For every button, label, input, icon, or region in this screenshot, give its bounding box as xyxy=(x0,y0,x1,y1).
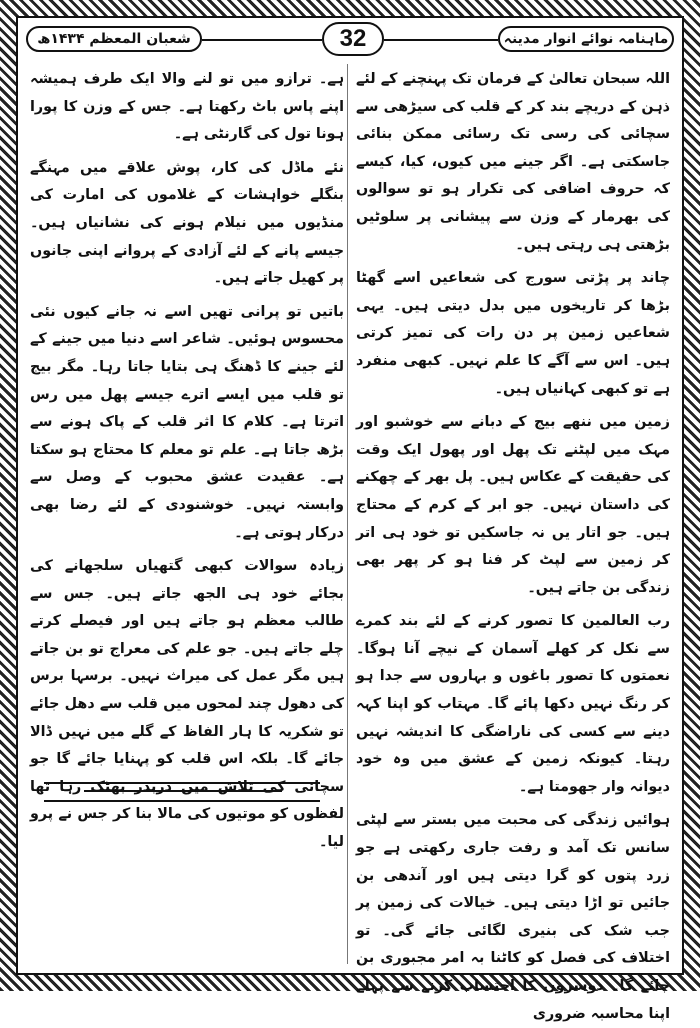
paragraph: ہے۔ ترازو میں تو لنے والا ایک طرف ہمیشہ اپنے پاس باٹ رکھتا ہے۔ جس کے وزن کا پورا ہونا تول کی گارنٹی ہے۔ xyxy=(30,71,344,143)
header-rule-left xyxy=(202,39,322,41)
paragraph: زمین میں ننھے بیج کے دبانے سے خوشبو اور مہک میں لپٹنے تک پھل اور پھول ایک وقت کی حقیقت کے عکاس ہیں۔ پل بھر کے چھکنے کی داستان نہیں۔ جو ابر کے کرم کے محتاج ہیں۔ جو اتار یں نہ جاسکیں تو خود ہی اتر کر زمین سے لپٹ کر فنا ہو کر پھر بھی زندگی بن جاتے ہیں۔ xyxy=(356,414,670,596)
paragraph: رب العالمین کا تصور کرنے کے لئے بند کمرے سے نکل کر کھلے آسمان کے نیچے آنا ہوگا۔ نعمتوں کا تصور باغوں و بہاروں سے جدا ہو کر رنگ نہیں دکھا پائے گا۔ مہتاب کو اپنا کہہ دینے سے کسی کی ناراضگی کا اندیشہ نہیں رہتا۔ کیونکہ زمین کے عشق میں وہ خود دیوانہ وار جھومتا ہے۔ xyxy=(356,613,670,795)
magazine-title: ماہنامہ نوائے انوار مدینہ xyxy=(498,26,674,52)
end-rule-3 xyxy=(44,800,320,802)
paragraph: زیادہ سوالات کبھی گتھیاں سلجھانے کی بجائے خود ہی الجھ جاتے ہیں۔ جس سے طالب معظم ہو جاتے ہیں اور فیصلے کرتے چلے جاتے ہیں۔ جو علم کی معراج تو بن جاتے ہیں مگر عمل کی میراث نہیں۔ برسہا برس کی دھول چند لمحوں میں قلب سے دھل جائے تو شکریہ کا ہار الفاظ کے گلے میں نہیں ڈالا جائے گا۔ بلکہ اس قلب کو پہنایا جائے گا جو سچائی کی تلاش میں دربدر بھٹک رہا تھا لفظوں کو موتیوں کی مالا بنا کر جس نے پرو لیا۔ xyxy=(30,558,345,851)
left-text-column xyxy=(30,66,345,851)
right-text-column xyxy=(356,66,670,1022)
page-header xyxy=(26,22,674,56)
paragraph: اللہ سبحان تعالیٰ کے فرمان تک پہنچنے کے لئے ذہن کے دریچے بند کر کے قلب کی سیڑھی سے سچائی کی رسی تک رسائی ممکن بنائی جاسکتی ہے۔ اگر جینے میں کیوں، کیا، کیسے کہ حروف اضافی کی تکرار ہو تو سوالوں کی بھرمار کے وزن سے پیشانی پر سلوٹیں بڑھتی ہی رہتی ہیں۔ xyxy=(356,71,670,253)
column-divider xyxy=(347,64,348,964)
paragraph: چاند پر پڑتی سورج کی شعاعیں اسے گھٹا بڑھا کر تاریخوں میں بدل دیتی ہیں۔ یہی شعاعیں زمین پر دن رات کی تمیز کرتی ہیں۔ اس سے آگے کا علم نہیں۔ کبھی منفرد ہے تو کبھی کہانیاں ہیں۔ xyxy=(356,270,670,397)
end-rule-1 xyxy=(44,782,320,784)
end-rule-2 xyxy=(84,790,282,792)
paragraph: باتیں تو پرانی تھیں اسے نہ جانے کیوں نئی محسوس ہوئیں۔ شاعر اسے دنیا میں جینے کے لئے جینے کا ڈھنگ ہی بتایا جاتا رہا۔ مگر بیج تو قلب میں ایسے اترے جیسے پھل میں رس اترتا ہے۔ کلام کا اثر قلب کے پاک ہونے سے بڑھ جاتا ہے۔ علم تو معلم کا محتاج ہو سکتا ہے۔ عقیدت عشق محبوب کے وصل سے وابستہ نہیں۔ خوشنودی کے لئے رضا بھی درکار ہوتی ہے۔ xyxy=(30,303,344,541)
page-number: 32 xyxy=(322,22,384,56)
issue-date-label: شعبان المعظم ۱۴۳۴ھ xyxy=(26,26,202,52)
header-rule-right xyxy=(384,39,498,41)
paragraph: ہوائیں زندگی کی محبت میں بستر سے لپٹی سانس تک آمد و رفت جاری رکھتی ہے جو زرد پتوں کو گرا دیتی ہیں اور آندھی بن جائیں تو اڑا دیتی ہیں۔ خیالات کی زمین پر جب شک کی بنیری لگائی جائے گی۔ تو اختلاف کی فصل کو کاٹنا بہ امر مجبوری بن جائے گا۔ دوسروں کا احتساب کرنے سے پہلے اپنا محاسبہ ضروری xyxy=(356,812,670,1022)
paragraph: نئے ماڈل کی کار، پوش علاقے میں مہنگے بنگلے خواہشات کے غلاموں کی امارت کی منڈیوں میں نیلام ہونے کی نشانیاں ہیں۔ جیسے پانے کے لئے آزادی کے پروانے اپنی جانوں پر کھیل جاتے ہیں۔ xyxy=(30,159,344,287)
